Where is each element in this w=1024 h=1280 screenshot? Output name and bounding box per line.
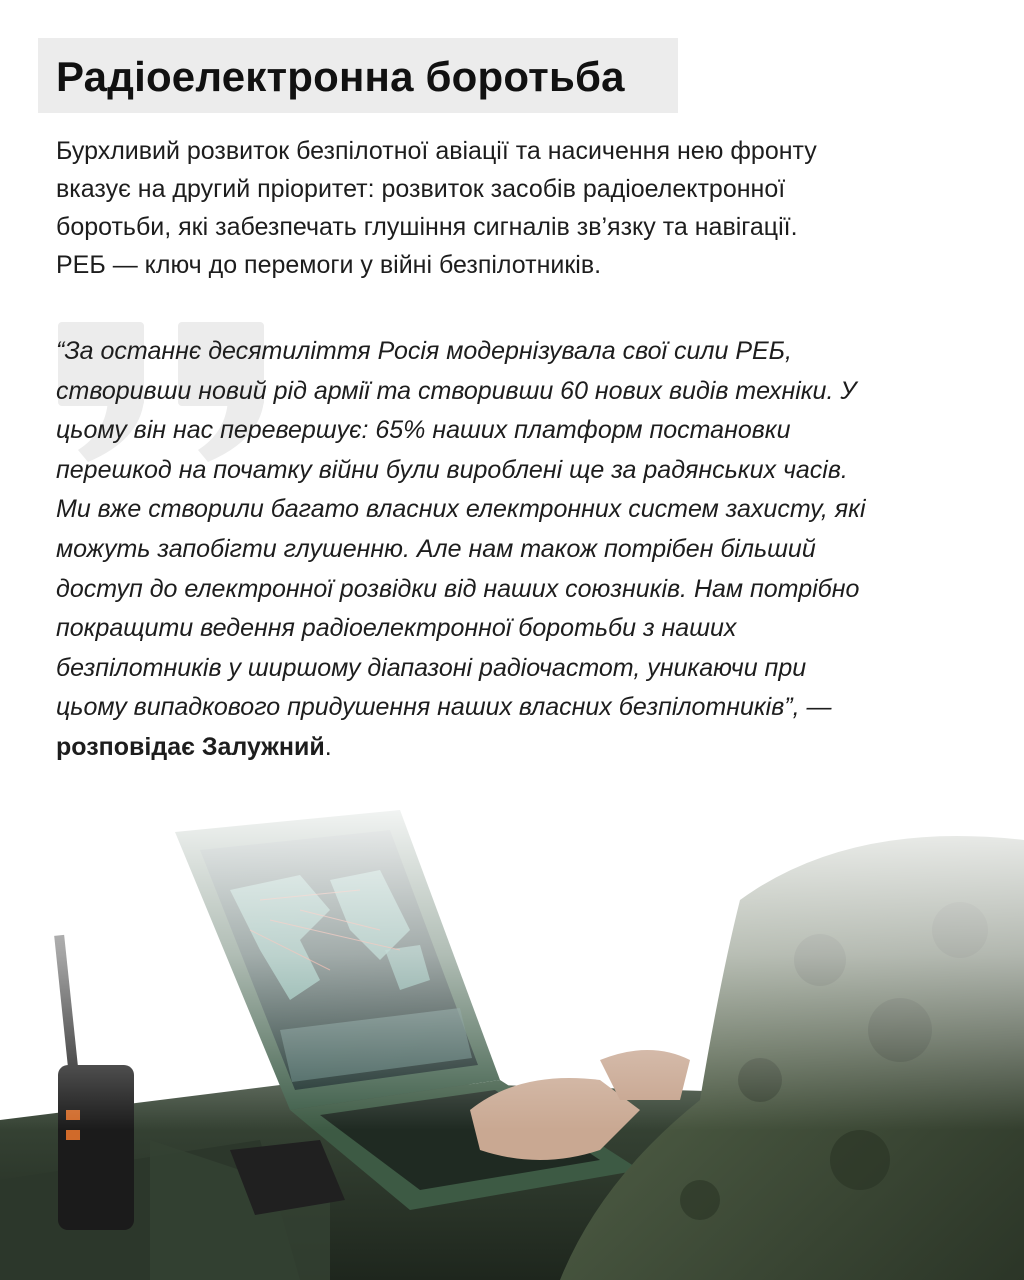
quote-line: покращити ведення радіоелектронної боротьби з наших xyxy=(56,614,737,643)
quote-line: створивши новий рід армії та створивши 60 нових видів техніки. У xyxy=(56,376,857,405)
quote-line: цьому він нас перевершує: 65% наших платформ постановки xyxy=(56,416,791,445)
soldier-laptop-illustration xyxy=(0,780,1024,1280)
intro-line: вказує на другий пріоритет: розвиток засобів радіоелектронної xyxy=(56,175,786,203)
page-title: Радіоелектронна боротьба xyxy=(56,53,625,100)
quote-line: цьому випадкового придушення наших власних безпілотників”, — xyxy=(56,693,832,722)
quote-line: перешкод на початку війни були вироблені ще за радянських часів. xyxy=(56,455,848,484)
quote-end: . xyxy=(324,732,332,761)
intro-line: боротьби, які забезпечать глушіння сигналів зв’язку та навігації. xyxy=(56,213,798,241)
quote-line: доступ до електронної розвідки від наших союзників. Нам потрібно xyxy=(56,574,860,603)
intro-line: Бурхливий розвиток безпілотної авіації та насичення нею фронту xyxy=(56,137,817,165)
quote-line: безпілотників у ширшому діапазоні радіочастот, уникаючи при xyxy=(56,653,807,682)
quote-line: Ми вже створили багато власних електронних систем захисту, які xyxy=(56,495,866,524)
quote-attribution xyxy=(56,728,976,768)
intro-line: РЕБ — ключ до перемоги у війні безпілотників. xyxy=(56,251,602,279)
quote-author: розповідає Залужний xyxy=(56,732,325,761)
quote-paragraph xyxy=(56,332,976,768)
quote-line: “За останнє десятиліття Росія модернізувала свої сили РЕБ, xyxy=(56,337,792,365)
intro-paragraph xyxy=(56,132,956,284)
quote-line: можуть запобігти глушенню. Але нам також потрібен більший xyxy=(56,534,816,563)
